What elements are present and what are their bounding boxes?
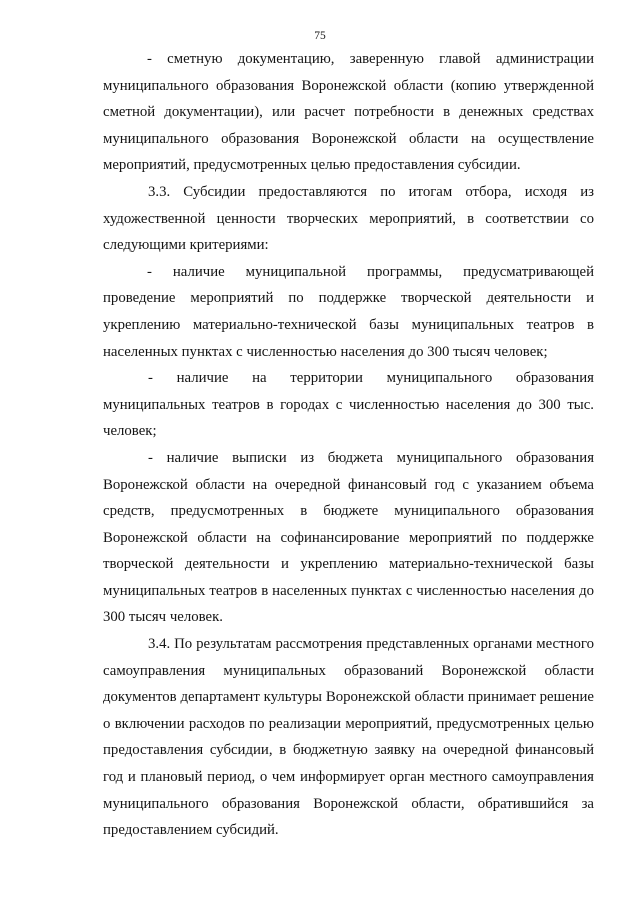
criterion-budget-extract: - наличие выписки из бюджета муниципального образования Воронежской области на очередной финансовый год с указанием объема средств, предусмотренных в бюджете муниципального образования Воронежской области на софинансирование мероприятий по поддержке творческой деятельности и укреплению материально-технической базы муниципальных театров в населенных пунктах с численностью населения до 300 тысяч человек. bbox=[103, 449, 594, 626]
paragraph-3-3: 3.3. Субсидии предоставляются по итогам отбора, исходя из художественной ценности творческих мероприятий, в соответствии со следующими критериями: bbox=[103, 183, 594, 254]
paragraph-3-4: 3.4. По результатам рассмотрения представленных органами местного самоуправления муниципальных образований Воронежской области документов департамент культуры Воронежской области принимает решение о включении расходов по реализации мероприятий, предусмотренных целью предоставления субсидии, в бюджетную заявку на очередной финансовый год и плановый период, о чем информирует орган местного самоуправления муниципального образования Воронежской области, обратившийся за предоставлением субсидий. bbox=[103, 636, 594, 839]
document-body bbox=[103, 46, 594, 844]
criterion-municipal-theatres: - наличие на территории муниципального образования муниципальных театров в городах с численностью населения до 300 тыс. человек; bbox=[103, 370, 594, 440]
paragraph-estimate-documentation: - сметную документацию, заверенную главой администрации муниципального образования Воронежской области (копию утвержденной сметной документации), или расчет потребности в денежных средствах муниципального образования Воронежской области на осуществление мероприятий, предусмотренных целью предоставления субсидии. bbox=[103, 51, 594, 174]
page-number: 75 bbox=[314, 30, 326, 42]
criterion-municipal-program: - наличие муниципальной программы, предусматривающей проведение мероприятий по поддержке творческой деятельности и укреплению материально-технической базы муниципальных театров в населенных пунктах с численностью населения до 300 тысяч человек; bbox=[103, 263, 594, 360]
